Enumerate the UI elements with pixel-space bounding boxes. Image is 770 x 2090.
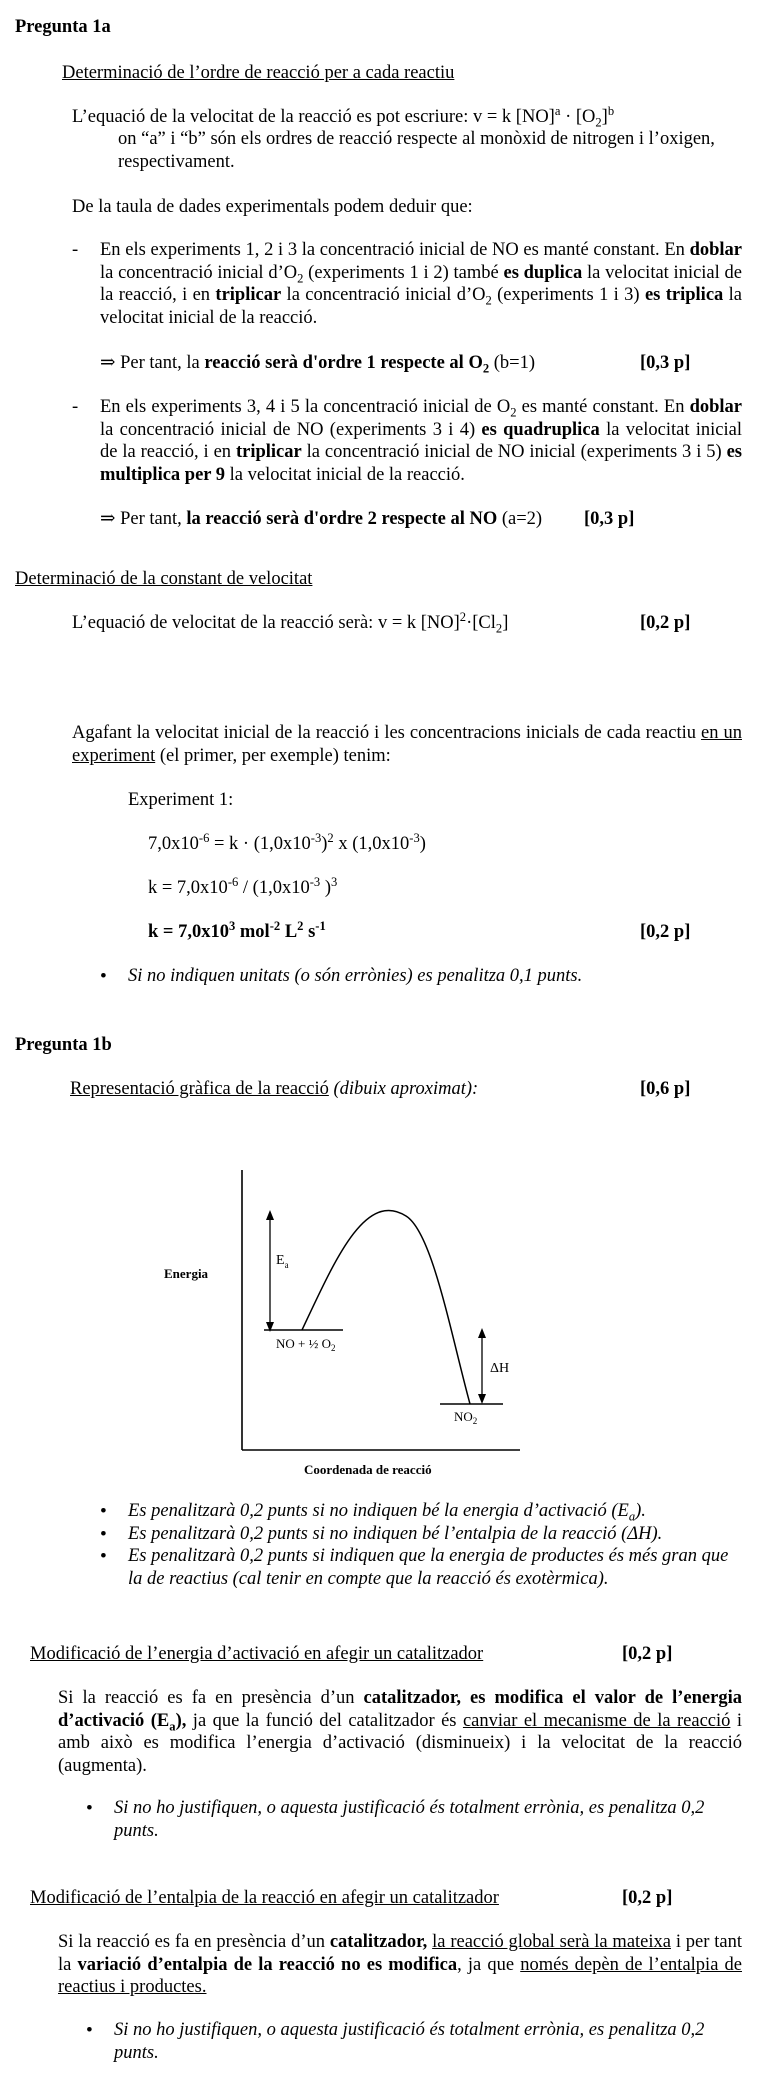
x-axis-label: Coordenada de reacció [304,1462,432,1477]
points-rate-constant: [0,2 p] [640,922,691,942]
section-title-catalyst-ea: Modificació de l’energia d’activació en afegir un catalitzador [30,1644,484,1664]
penalty-activation-energy: • Es penalitzarà 0,2 punts si no indiquen bé la energia d’activació $(E_a)$. [128,1500,742,1523]
catalyst-dh-text: Si la reacció es fa en presència d’un catalitzador, la reacció global serà la mateixa i per tant la variació d’entalpia de la reacció no es modifica, ja que només depèn de l’entalpia de reactius i productes. [58,1932,742,1998]
calc-line-2: $k = 7,0x10^{-6} / (1,0x10^{-3}$ )$^3$ [148,874,338,898]
penalty-enthalpy: • Es penalitzarà 0,2 punts si no indiquen bé l’entalpia de la reacció (ΔH). [128,1523,742,1546]
penalty-exothermic: • Es penalitzarà 0,2 punts si indiquen que la energia de productes és més gran que la de reactius (cal tenir en compte que la reacció és exotèrmica). [128,1545,742,1590]
rate-equation-intro: L’equació de la velocitat de la reacció es pot escriure: v = k $[NO]^a \cdot [O_2]^b$ [72,103,615,130]
section-title-catalyst-dh: Modificació de l’entalpia de la reacció en afegir un catalitzador [30,1888,499,1908]
catalyst-dh-note: • Si no ho justifiquen, o aquesta justificació és totalment errònia, es penalitza 0,2 punts. [114,2019,714,2064]
points-rate-equation: [0,2 p] [640,613,691,633]
graph-penalty-list [128,1500,742,1590]
conclusion-o2-order: ⇒ Per tant, la reacció serà d'ordre 1 respecte al $O_2$ (b=1) [100,353,536,376]
deduce-text: De la taula de dades experimentals podem deduir que: [72,197,473,217]
heading-pregunta-1a: Pregunta 1a [15,17,111,37]
section-title-reaction-order: Determinació de l’ordre de reacció per a cada reactiu [62,63,455,83]
reaction-curve [302,1210,470,1404]
ea-label: $E_a$ [276,1253,289,1270]
conclusion-no-order: ⇒ Per tant, la reacció serà d'ordre 2 respecte al NO (a=2) [100,509,543,529]
rate-equation-final: L’equació de velocitat de la reacció serà: v = k $[NO]^2\cdot[Cl_2]$ [72,609,509,636]
section-title-rate-constant: Determinació de la constant de velocitat [15,569,313,589]
units-penalty-list [128,965,742,988]
product-label: $NO_2$ [454,1409,478,1426]
rate-equation-explanation: on “a” i “b” són els ordres de reacció respecte al monòxid de nitrogen i l’oxigen, respectivament. [118,129,715,172]
bullet-o2-order: - En els experiments 1, 2 i 3 la concentració inicial de NO es manté constant. En doblar la concentració inicial $d’O_2$ (experiments 1 i 2) també es duplica la velocitat inicial de la reacció, i en triplicar la concentració inicial $d’O_2$ (experiments 1 i 3) es triplica la velocitat inicial de la reacció. [72,240,743,328]
points-graph: [0,6 p] [640,1079,691,1099]
points-no-order: [0,3 p] [584,509,635,529]
heading-pregunta-1b: Pregunta 1b [15,1035,112,1055]
dh-label: ΔH [490,1361,510,1376]
calc-line-3-result: $k = 7,0x10^3$ mol$^{-2}$ $L^2$ $s^{-1}$ [148,918,326,942]
energy-diagram [160,1160,540,1480]
experiment-1-label: Experiment 1: [128,790,234,810]
catalyst-ea-note: • Si no ho justifiquen, o aquesta justificació és totalment errònia, es penalitza 0,2 punts. [114,1797,714,1842]
take-experiment-text: Agafant la velocitat inicial de la reacció i les concentracions inicials de cada reactiu en un experiment (el primer, per exemple) tenim: [72,723,742,766]
calc-line-1: $7,0x10^{-6} = k \cdot (1,0x10^{-3})^2$ x $(1,0x10^{-3})$ [148,830,426,854]
y-axis-label: Energia [164,1266,209,1281]
units-penalty-note: • Si no indiquen unitats (o són errònies) es penalitza 0,1 punts. [128,965,742,988]
points-catalyst-dh: [0,2 p] [622,1888,673,1908]
catalyst-ea-note-list [114,1797,714,1842]
graph-title: Representació gràfica de la reacció (dibuix aproximat): [70,1079,479,1099]
points-o2-order: [0,3 p] [640,353,691,373]
catalyst-dh-note-list [114,2019,714,2064]
bullet-no-order: - En els experiments 3, 4 i 5 la concentració inicial de $O_2$ es manté constant. En doblar la concentració inicial de NO (experiments 3 i 4) es quadruplica la velocitat inicial de la reacció, i en triplicar la concentració inicial de NO inicial (experiments 3 i 5) es multiplica per 9 la velocitat inicial de la reacció. [72,397,742,485]
catalyst-ea-text: Si la reacció es fa en presència d’un catalitzador, es modifica el valor de l’energia d’activació $(E_a)$, ja que la funció del catalitzador és canviar el mecanisme de la reacció i amb això es modifica l’energia d’activació (disminueix) i la velocitat de la reacció (augmenta). [58,1688,742,1776]
reactants-label: NO + ½ $O_2$ [276,1336,336,1353]
points-catalyst-ea: [0,2 p] [622,1644,673,1664]
